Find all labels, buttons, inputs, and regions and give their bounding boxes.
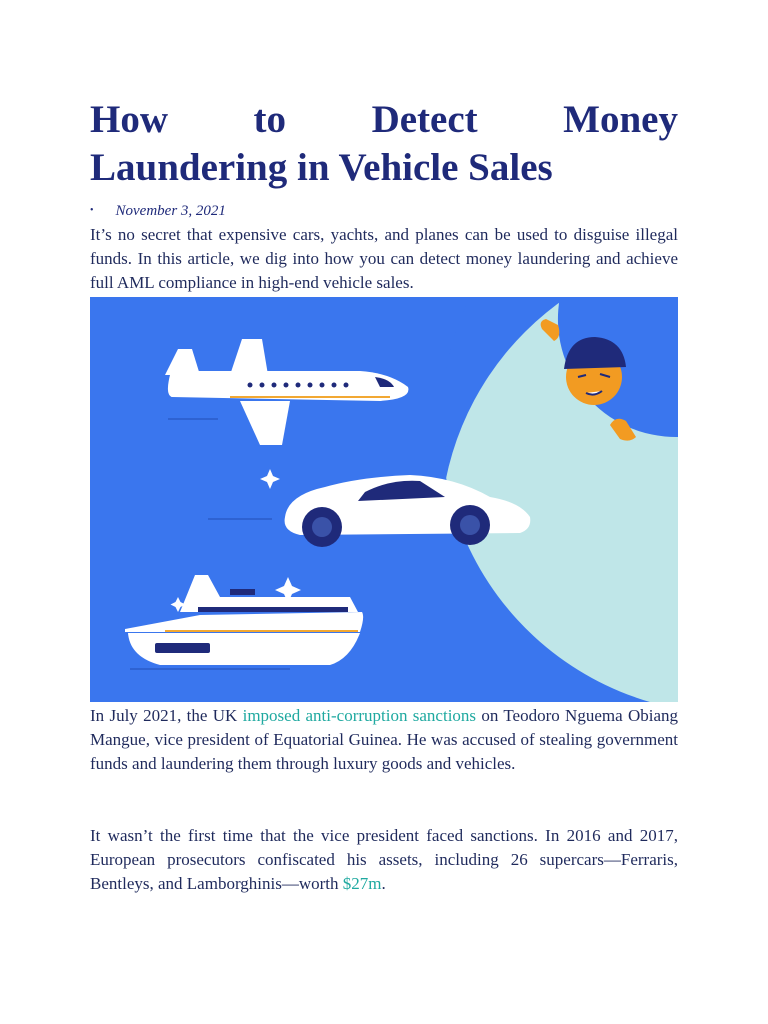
sanctions-text-start: In July 2021, the UK bbox=[90, 706, 243, 725]
intro-paragraph: It’s no secret that expensive cars, yachts, and planes can be used to disguise illegal funds. In this article, we dig into how you can detect money laundering and achieve full AML compliance in high-end vehicle sales. bbox=[90, 225, 678, 292]
title-line-2: Laundering in Vehicle Sales bbox=[90, 146, 553, 189]
sanctions-text-end: on Teodoro Nguema Obiang Mangue, vice president of Equatorial Guinea. He was accused of stealing government funds and laundering them through luxury goods and vehicles. bbox=[90, 706, 678, 773]
sanctions-paragraph bbox=[90, 704, 678, 776]
title-word: Detect bbox=[371, 98, 478, 141]
hero-illustration bbox=[90, 297, 678, 702]
publish-date: • November 3, 2021 bbox=[112, 203, 226, 220]
sanctions-link[interactable]: imposed anti-corruption sanctions bbox=[242, 706, 477, 725]
title-word: Money bbox=[563, 98, 678, 141]
title-word: to bbox=[253, 98, 287, 141]
assets-text-start: It wasn’t the first time that the vice president faced sanctions. In 2016 and 2017, European prosecutors confiscated his assets, including 26 supercars—Ferraris, Bentleys, and Lamborghinis—worth bbox=[90, 826, 678, 893]
article-title bbox=[90, 96, 678, 192]
assets-value-link[interactable]: $27m bbox=[342, 874, 382, 893]
article-meta bbox=[112, 203, 226, 220]
title-word: How bbox=[90, 98, 168, 141]
assets-paragraph bbox=[90, 824, 678, 896]
title-line-1 bbox=[90, 96, 678, 144]
assets-text-end: . bbox=[381, 874, 386, 893]
